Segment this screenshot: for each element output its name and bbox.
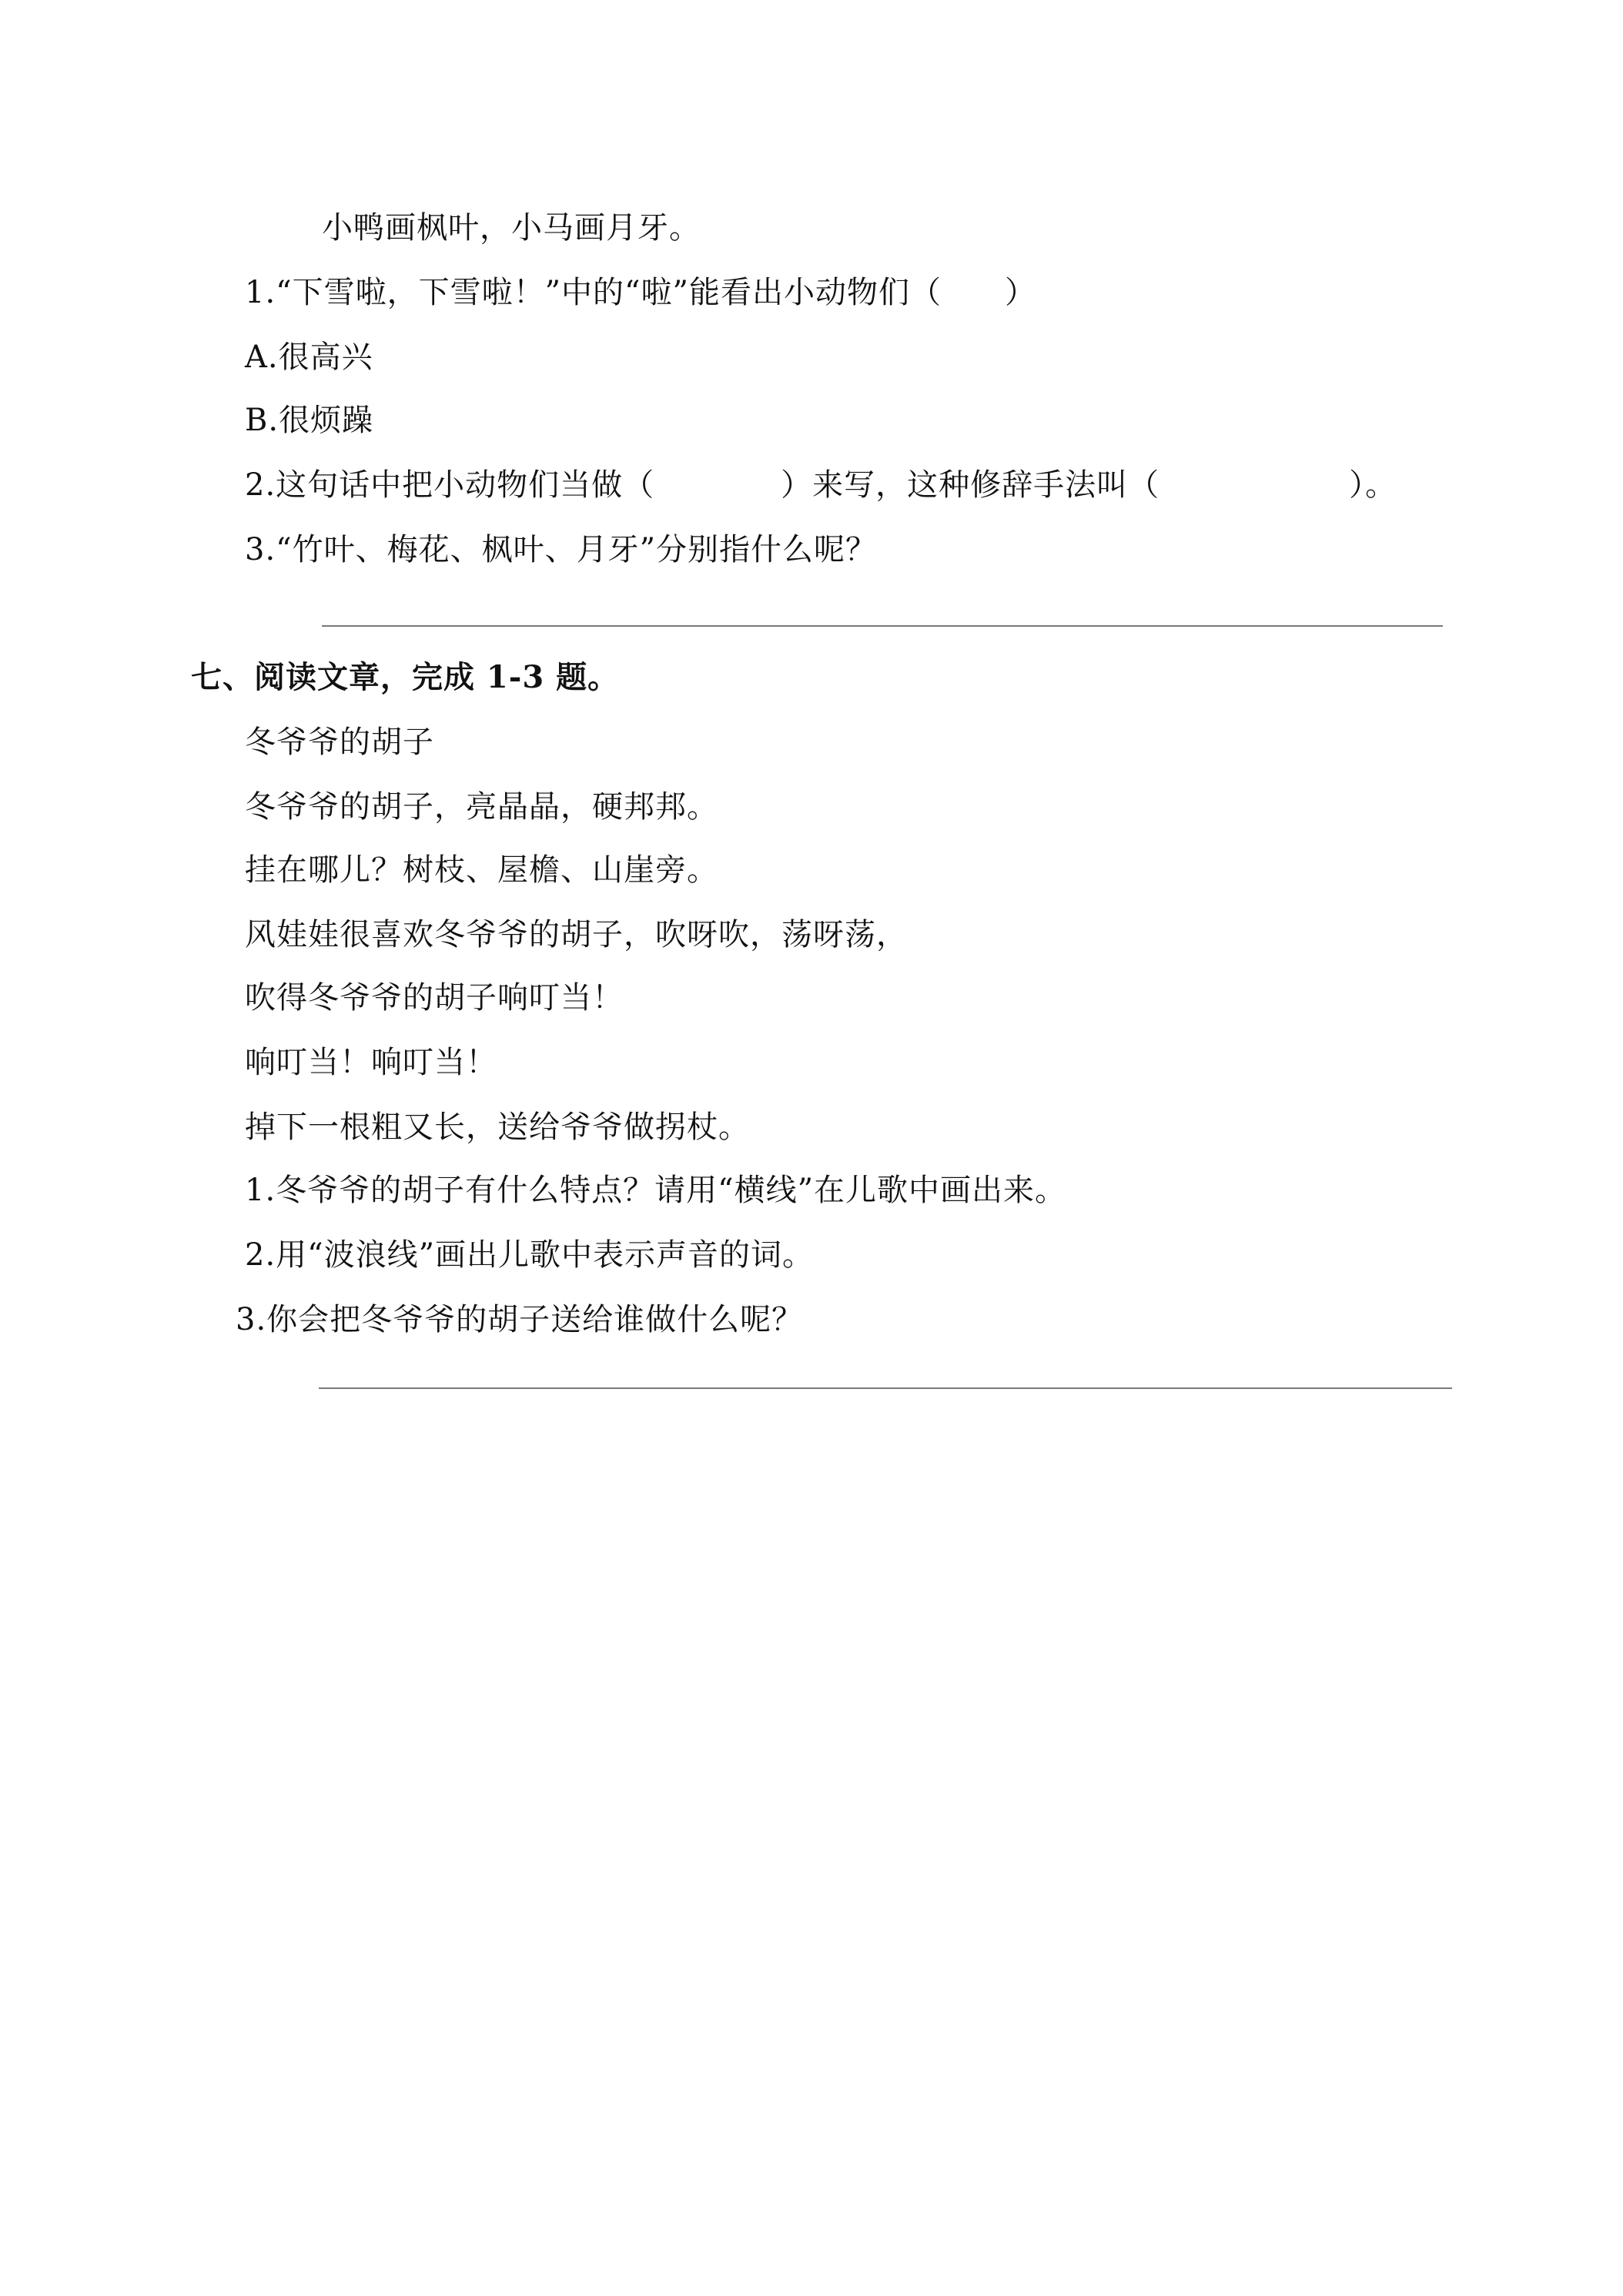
- poem-last-line: 小鸭画枫叶，小马画月牙。: [322, 210, 701, 246]
- poem-line: 冬爷爷的胡子，亮晶晶，硬邦邦。: [245, 789, 718, 825]
- question-3: 3.你会把冬爷爷的胡子送给谁做什么呢？: [236, 1302, 804, 1337]
- question-2: 2.用“波浪线”画出儿歌中表示声音的词。: [245, 1237, 815, 1273]
- poem-title: 冬爷爷的胡子: [245, 725, 434, 760]
- poem-line: 吹得冬爷爷的胡子响叮当！: [245, 980, 624, 1016]
- poem-line: 风娃娃很喜欢冬爷爷的胡子，吹呀吹，荡呀荡，: [245, 917, 908, 952]
- question-2: 2.这句话中把小动物们当做（ ）来写，这种修辞手法叫（ ）。: [245, 467, 1397, 503]
- option-b: B.很烦躁: [245, 403, 374, 438]
- answer-line[interactable]: [319, 1387, 1452, 1389]
- section-heading: 七、阅读文章，完成 1-3 题。: [191, 659, 620, 695]
- poem-line: 掉下一根粗又长，送给爷爷做拐杖。: [245, 1110, 750, 1145]
- question-3: 3.“竹叶、梅花、枫叶、月牙”分别指什么呢？: [245, 532, 878, 567]
- answer-line[interactable]: [322, 625, 1443, 627]
- question-1: 1.“下雪啦，下雪啦！”中的“啦”能看出小动物们（ ）: [245, 275, 1036, 310]
- question-1: 1.冬爷爷的胡子有什么特点？请用“横线”在儿歌中画出来。: [245, 1173, 1067, 1208]
- poem-line: 挂在哪儿？树枝、屋檐、山崖旁。: [245, 852, 718, 888]
- option-a: A.很高兴: [245, 340, 373, 375]
- poem-line: 响叮当！响叮当！: [245, 1045, 497, 1080]
